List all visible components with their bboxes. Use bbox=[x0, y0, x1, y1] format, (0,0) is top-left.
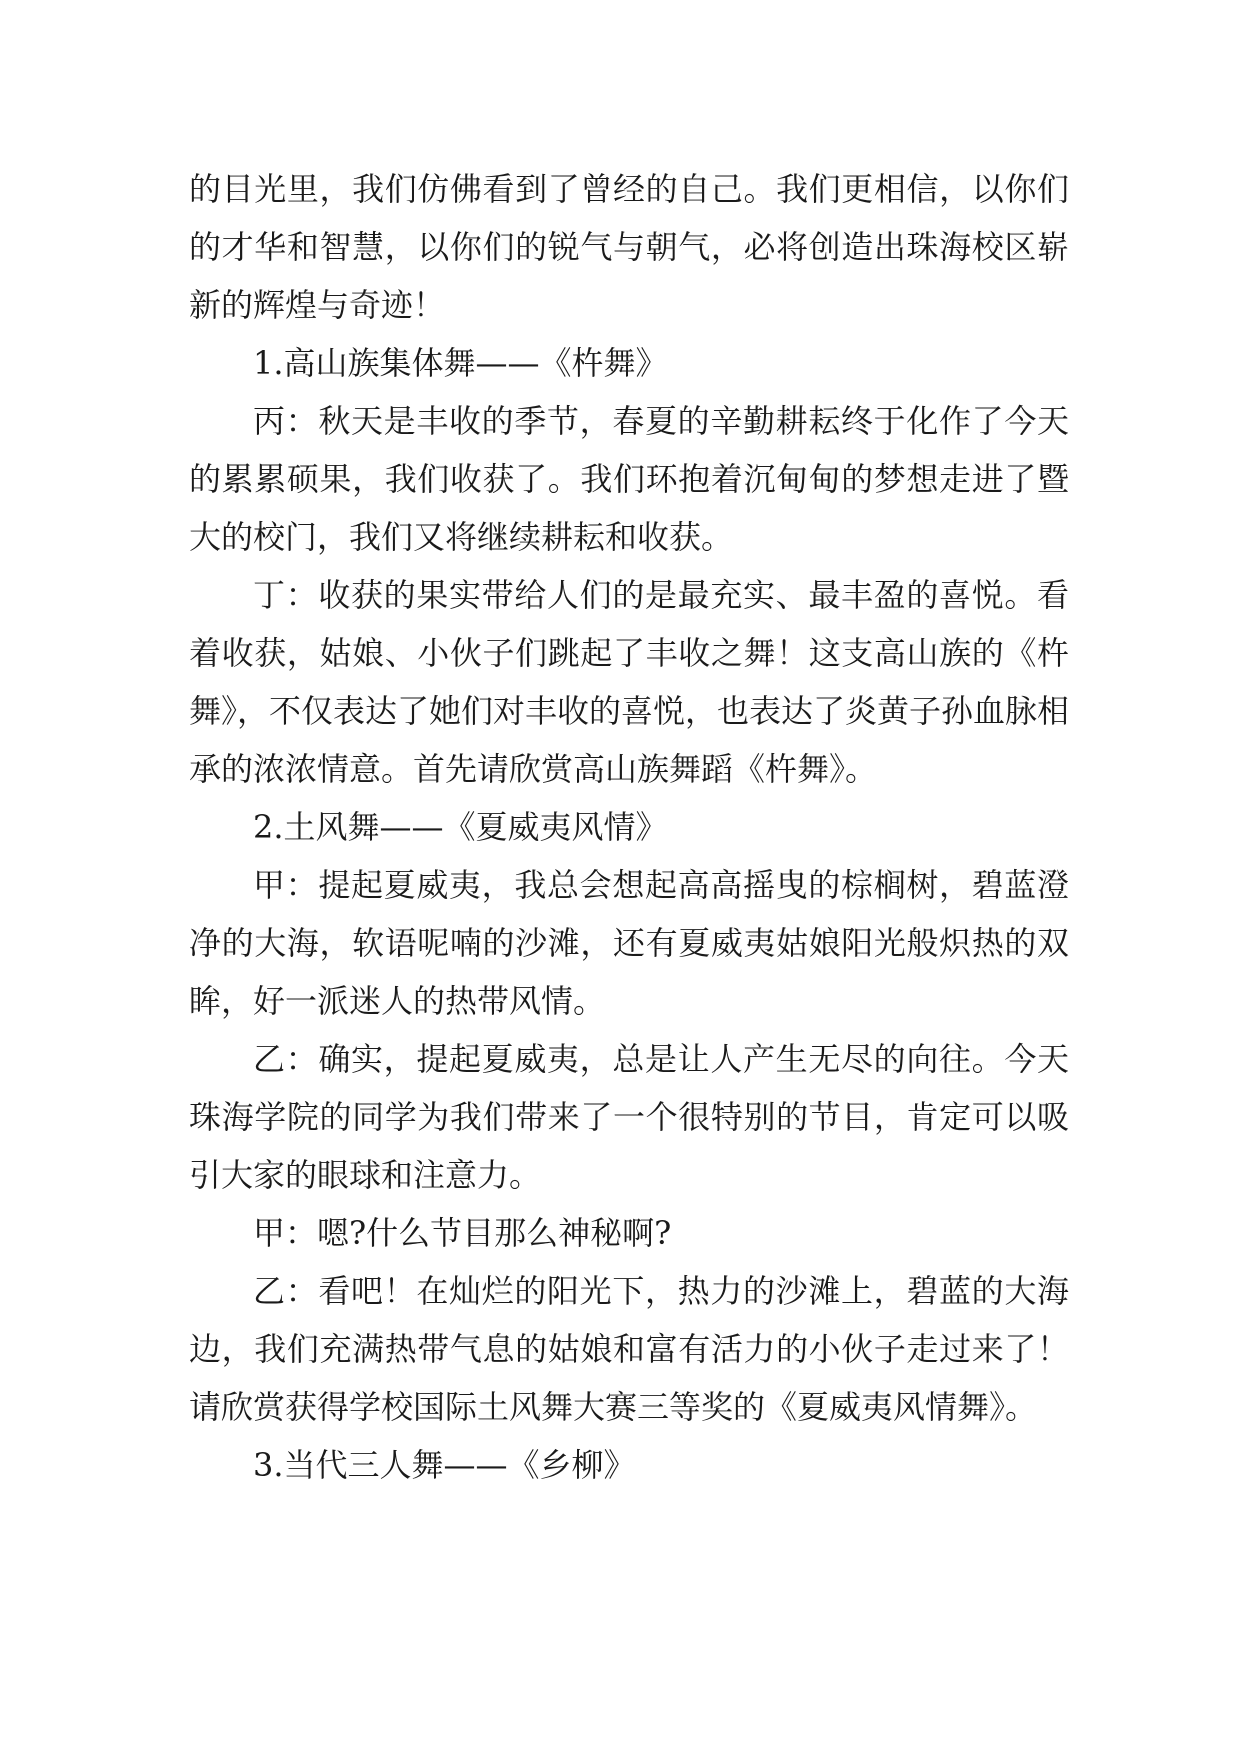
heading-program-2: 2.土风舞——《夏威夷风情》 bbox=[253, 808, 668, 846]
heading-program-3: 3.当代三人舞——《乡柳》 bbox=[253, 1446, 636, 1484]
paragraph-host-yi-1: 乙：确实，提起夏威夷，总是让人产生无尽的向往。今天珠海学院的同学为我们带来了一个很特别的节目，肯定可以吸引大家的眼球和注意力。 bbox=[189, 1040, 1069, 1194]
paragraph-host-bing: 丙：秋天是丰收的季节，春夏的辛勤耕耘终于化作了今天的累累硕果，我们收获了。我们环抱着沉甸甸的梦想走进了暨大的校门，我们又将继续耕耘和收获。 bbox=[189, 402, 1069, 556]
paragraph-host-yi-2: 乙：看吧！在灿烂的阳光下，热力的沙滩上，碧蓝的大海边，我们充满热带气息的姑娘和富有活力的小伙子走过来了！请欣赏获得学校国际土风舞大赛三等奖的《夏威夷风情舞》。 bbox=[189, 1272, 1069, 1426]
document-body bbox=[189, 160, 1069, 1494]
paragraph-host-jia-2: 甲：嗯?什么节目那么神秘啊? bbox=[253, 1214, 672, 1252]
paragraph-continuation: 的目光里，我们仿佛看到了曾经的自己。我们更相信，以你们的才华和智慧，以你们的锐气与朝气，必将创造出珠海校区崭新的辉煌与奇迹！ bbox=[189, 170, 1069, 324]
paragraph-host-jia-1: 甲：提起夏威夷，我总会想起高高摇曳的棕榈树，碧蓝澄净的大海，软语呢喃的沙滩，还有夏威夷姑娘阳光般炽热的双眸，好一派迷人的热带风情。 bbox=[189, 866, 1069, 1020]
heading-program-1: 1.高山族集体舞——《杵舞》 bbox=[253, 344, 668, 382]
paragraph-host-ding: 丁：收获的果实带给人们的是最充实、最丰盈的喜悦。看着收获，姑娘、小伙子们跳起了丰收之舞！这支高山族的《杵舞》，不仅表达了她们对丰收的喜悦，也表达了炎黄子孙血脉相承的浓浓情意。首先请欣赏高山族舞蹈《杵舞》。 bbox=[189, 576, 1070, 788]
